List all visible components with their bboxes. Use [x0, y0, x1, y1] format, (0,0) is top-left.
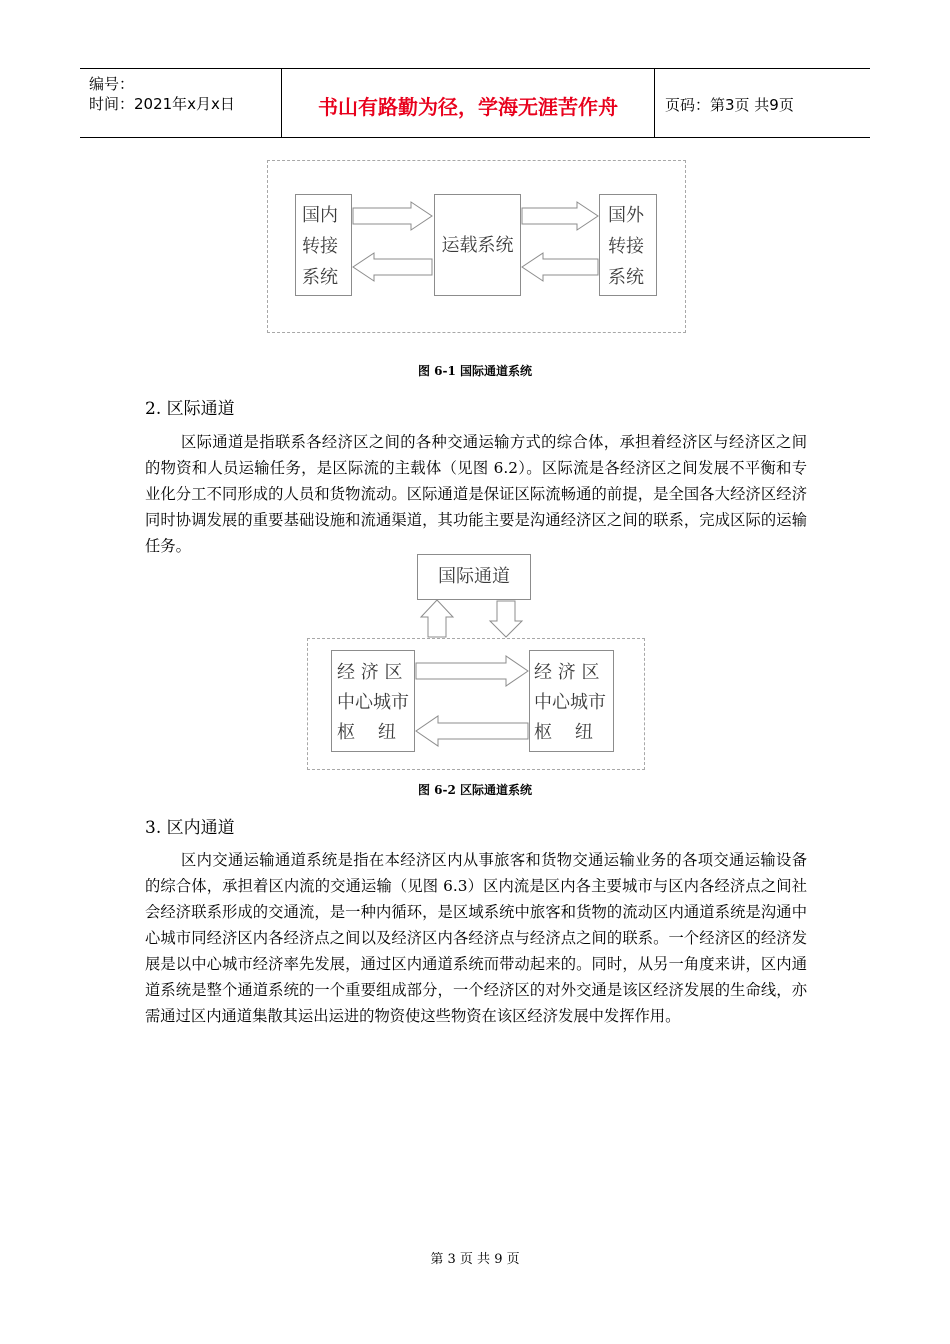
section-3-paragraph: 区内交通运输通道系统是指在本经济区内从事旅客和货物交通运输业务的各项交通运输设备的综合体，承担着区内流的交通运输（见图 6.3）区内流是区内各主要城市与区内各经济点之间社会经济联系形成的交通流，是一种内循环，是区域系统中旅客和货物的流动区内通道系统是沟通中心城市同经济区内各经济点之间以及经济区内各经济点与经济点之间的联系。一个经济区的经济发展是以中心城市经济率先发展，通过区内通道系统而带动起来的。同时，从另一角度来讲，区内通道系统是整个通道系统的一个重要组成部分，一个经济区的对外交通是该区经济发展的生命线，亦需通过区内通道集散其运出运进的物资使这些物资在该区经济发展中发挥作用。 — [145, 851, 807, 1025]
section-2-paragraph: 区际通道是指联系各经济区之间的各种交通运输方式的综合体，承担着经济区与经济区之间的物资和人员运输任务，是区际流的主载体（见图 6.2）。区际流是各经济区之间发展不平衡和专业化分工不同形成的人员和货物流动。区际通道是保证区际流畅通的前提，是全国各大经济区经济同时协调发展的重要基础设施和流通渠道，其功能主要是沟通经济区之间的联系，完成区际的运输任务。 — [145, 433, 807, 555]
figure-2-caption: 图 6-2 区际通道系统 — [417, 783, 533, 797]
box-line: 系统 — [302, 267, 338, 288]
box-line: 运载系统 — [441, 235, 514, 256]
box-line: 枢 纽 — [534, 722, 593, 743]
box-line: 系统 — [608, 267, 644, 288]
box-line: 转接 — [302, 236, 338, 257]
box-line: 转接 — [608, 236, 644, 257]
page-label: 页码：第3页 共9页 — [665, 96, 794, 114]
arrow-down-icon — [490, 601, 522, 637]
page-footer: 第 3 页 共 9 页 — [430, 1252, 520, 1267]
date-label: 时间：2021年x月x日 — [89, 95, 235, 113]
arrow-left-icon — [416, 716, 528, 746]
number-label: 编号： — [89, 75, 135, 93]
box-line: 国内 — [302, 205, 338, 226]
arrow-right-icon — [416, 656, 528, 686]
figure-1-caption: 图 6-1 国际通道系统 — [417, 364, 533, 378]
box-line: 中心城市 — [337, 692, 409, 713]
box-line: 枢 纽 — [337, 722, 396, 743]
arrow-up-icon — [421, 600, 453, 637]
section-2-heading: 2. 区际通道 — [145, 399, 235, 419]
box-line: 经 济 区 — [534, 662, 600, 683]
motto-text: 书山有路勤为径，学海无涯苦作舟 — [318, 95, 618, 119]
section-3-heading: 3. 区内通道 — [145, 818, 235, 838]
box-line: 国际通道 — [438, 566, 510, 587]
box-line: 经 济 区 — [337, 662, 403, 683]
box-line: 中心城市 — [534, 692, 606, 713]
box-line: 国外 — [608, 205, 644, 226]
